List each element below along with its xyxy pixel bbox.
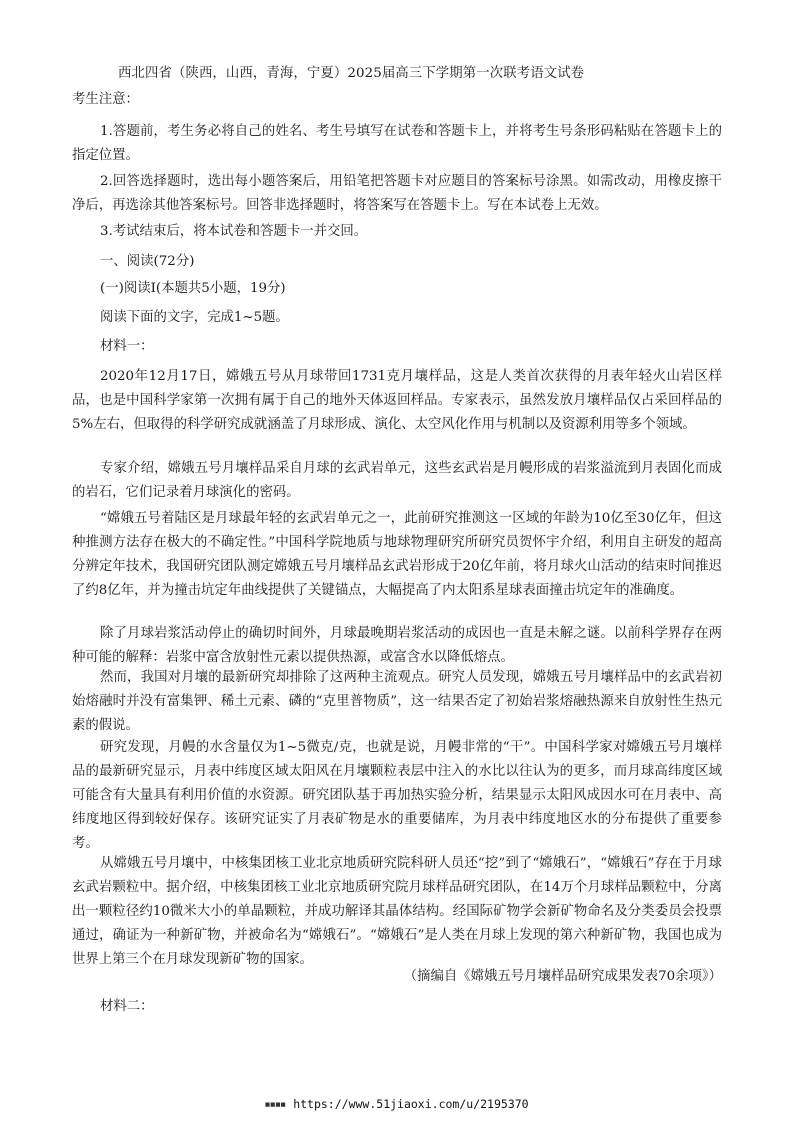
paragraph-1: 2020年12月17日，嫦娥五号从月球带回1731克月壤样品，这是人类首次获得的月表年轻火山岩区样品，也是中国科学家第一次拥有属于自己的地外天体返回样品。专家表示，虽然发放月壤样品仅占采回样品的5%左右，但取得的科学研究成就涵盖了月球形成、演化、太空风化作用与机制以及资源利用等多个领域。 <box>72 369 722 432</box>
paragraph-3: “嫦娥五号着陆区是月球最年轻的玄武岩单元之一，此前研究推测这一区域的年龄为10亿至30亿年，但这种推测方法存在极大的不确定性。”中国科学院地质与地球物理研究所研究员贺怀宇介绍，利用自主研发的超高分辨定年技术，我国研究团队测定嫦娥五号月壤样品玄武岩形成于20亿年前，将月球火山活动的结束时间推迟了约8亿年，并为撞击坑定年曲线提供了关键锚点，大幅提高了内太阳系星球表面撞击坑定年的准确度。 <box>72 511 722 598</box>
notice-item-2: 2.回答选择题时，选出每小题答案后，用铅笔把答题卡对应题目的答案标号涂黑。如需改动，用橡皮擦干净后，再选涂其他答案标号。回答非选择题时，将答案写在答题卡上。写在本试卷上无效。 <box>72 174 722 213</box>
paragraph-4: 除了月球岩浆活动停止的确切时间外，月球最晚期岩浆活动的成因也一直是未解之谜。以前科学界存在两种可能的解释：岩浆中富含放射性元素以提供热源，或富含水以降低熔点。 <box>72 626 722 665</box>
paragraph-2: 专家介绍，嫦娥五号月壤样品采自月球的玄武岩单元，这些玄武岩是月幔形成的岩浆溢流到月表固化而成的岩石，它们记录着月球演化的密码。 <box>72 461 722 500</box>
footer-url[interactable]: https://www.51jiaoxi.com/u/2195370 <box>293 1097 529 1111</box>
footer-watermark <box>0 1097 794 1111</box>
reading-instruction: 阅读下面的文字，完成1~5题。 <box>100 310 289 325</box>
material-two-label: 材料二： <box>100 999 154 1014</box>
notice-item-1: 1.答题前，考生务必将自己的姓名、考生号填写在试卷和答题卡上，并将考生号条形码粘贴在答题卡上的指定位置。 <box>72 124 722 163</box>
paragraph-5: 然而，我国对月壤的最新研究却排除了这两种主流观点。研究人员发现，嫦娥五号月壤样品中的玄武岩初始熔融时并没有富集钾、稀土元素、磷的“克里普物质”，这一结果否定了初始岩浆熔融热源来自放射性生热元素的假说。 <box>72 670 722 733</box>
paragraph-7: 从嫦娥五号月壤中，中核集团核工业北京地质研究院科研人员还“挖”到了“嫦娥石”，“嫦娥石”存在于月球玄武岩颗粒中。据介绍，中核集团核工业北京地质研究院月球样品研究团队，在14万个月球样品颗粒中，分离出一颗粒径约10微米大小的单晶颗粒，并成功解译其晶体结构。经国际矿物学会新矿物命名及分类委员会投票通过，确证为一种新矿物，并被命名为“嫦娥石”。“嫦娥石”是人类在月球上发现的第六种新矿物，我国也成为世界上第三个在月球发现新矿物的国家。 <box>72 856 722 967</box>
subsection-heading: (一)阅读Ⅰ(本题共5小题，19分) <box>100 281 286 296</box>
notice-heading: 考生注意： <box>72 92 139 107</box>
paragraph-6: 研究发现，月幔的水含量仅为1~5微克/克，也就是说，月幔非常的“干”。中国科学家对嫦娥五号月壤样品的最新研究显示，月表中纬度区域太阳风在月壤颗粒表层中注入的水比以往认为的更多，而月球高纬度区域可能含有大量具有利用价值的水资源。研究团队基于再加热实验分析，结果显示太阳风成因水可在月表中、高纬度地区得到较好保存。该研究证实了月表矿物是水的重要储库，为月表中纬度地区水的分布提供了重要参考。 <box>72 740 722 851</box>
source-citation: （摘编自《嫦娥五号月壤样品研究成果发表70余项》） <box>403 969 722 984</box>
notice-item-3: 3.考试结束后，将本试卷和答题卡一并交回。 <box>100 224 368 239</box>
material-one-label: 材料一： <box>100 339 154 354</box>
exam-title: 西北四省（陕西，山西，青海，宁夏）2025届高三下学期第一次联考语文试卷 <box>118 66 585 81</box>
footer-mark: ■■■■ <box>265 1100 287 1109</box>
section-heading: 一、阅读(72分) <box>100 254 195 269</box>
